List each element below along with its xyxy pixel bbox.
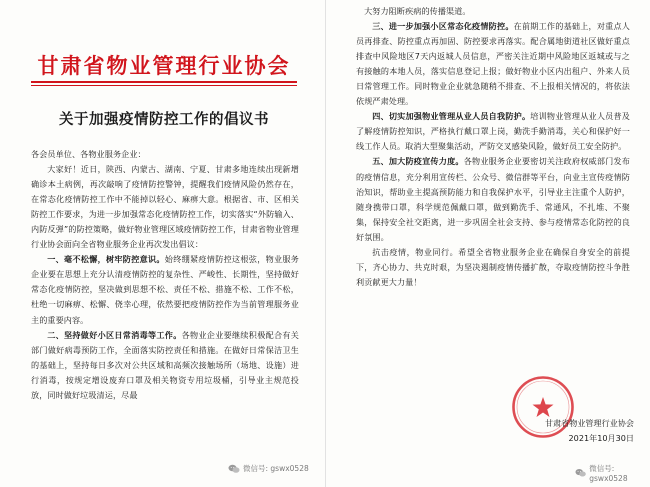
item-5-body: 各物业服务企业要密切关注政府权威部门发布的疫情信息，充分利用宣传栏、公众号、微信群等平台，向业主宣传疫情防治知识，帮助业主提高预防能力和自我保护水平，引导业主注重个人防护，随身携带口罩，科学规范佩戴口罩，做到勤洗手、常通风，不扎堆、不聚集，保持安全社交距离，进一步巩固全社会支持、参与疫情常态化防控的良好氛围。 <box>356 156 630 242</box>
signature-organization: 甘肃省物业管理行业协会 <box>544 418 634 428</box>
wechat-id-right: 微信号: gswx0528 <box>589 464 628 483</box>
item-1 <box>31 252 299 327</box>
right-body <box>356 4 630 290</box>
item-5-heading: 五、加大防疫宣传力度。 <box>372 156 464 167</box>
document-title: 关于加强疫情防控工作的倡议书 <box>59 112 269 128</box>
item-4 <box>356 109 630 154</box>
item-1-heading: 一、毫不松懈，树牢防控意识。 <box>47 254 165 265</box>
wechat-watermark-right <box>575 463 650 483</box>
wechat-icon <box>575 468 586 478</box>
right-page <box>325 0 650 487</box>
item-2-heading: 二、坚持做好小区日常消毒等工作。 <box>47 329 182 340</box>
item-2 <box>31 328 299 403</box>
left-body <box>31 147 299 403</box>
signature-date: 2021年10月30日 <box>568 433 634 444</box>
signature-block <box>504 416 634 446</box>
item-3 <box>356 19 630 109</box>
item-5 <box>356 154 630 244</box>
item-2-body: 各物业企业要继续积极配合有关部门做好病毒预防工作，全面落实防控责任和措施。在做好日常保洁卫生的基础上，坚持每日多次对公共区域和高频次接触场所（场地、设施）进行消毒，按规定增设废弃口罩及相关物资专用垃圾桶，引导业主规范投放，同时做好垃圾清运，尽最 <box>31 329 299 400</box>
header-rule <box>31 81 297 83</box>
item-3-heading: 三、进一步加强小区常态化疫情防控。 <box>372 21 514 32</box>
wechat-id-left: 微信号: gswx0528 <box>243 464 309 473</box>
intro-paragraph: 大家好！近日，陕西、内蒙古、湖南、宁夏、甘肃多地连续出现新增确诊本土病例，再次敲响了疫情防控警钟，提醒我们疫情风险仍然存在，在常态化疫情防控工作中不能掉以轻心、麻痹大意。根据省、市、区相关防控工作要求，为进一步加强常态化疫情防控工作，切实落实“外防输入、内防反弹”的防控策略，做好物业管理区域疫情防控工作，甘肃省物业管理行业协会面向全省物业服务企业再次发出倡议： <box>31 164 299 250</box>
wechat-icon <box>228 464 240 474</box>
closing-paragraph: 抗击疫情，物业同行。希望全省物业服务企业在确保自身安全的前提下，齐心协力、共克时艰，为坚决遏制疫情传播扩散，夺取疫情防控斗争胜利贡献更大力量！ <box>356 246 630 287</box>
item-4-heading: 四、切实加强物业管理从业人员自我防护。 <box>372 111 531 122</box>
item-4-body: 培训物业管理从业人员普及了解疫情防控知识，严格执行戴口罩上岗，勤洗手勤消毒，关心和保护好一线工作人员。取消大型聚集活动，严防交叉感染风险，做好员工安全防护。 <box>356 111 630 152</box>
header-rule-thin <box>31 85 297 86</box>
item-3-body: 在前期工作的基础上，对重点人员再排查、防控重点再加固、防控要求再落实。配合属地街道社区做好重点排查中风险地区7天内返城人员信息，严密关注近期中风险地区返城或与之有接触的本地人员，落实信息登记上报；做好物业小区内出租户、外来人员日常管理工作。同时物业企业就急随稍不排查、不上报相关情况的，将依法依规严肃处理。 <box>356 21 630 107</box>
association-header: 甘肃省物业管理行业协会 <box>37 53 291 78</box>
continuation-line: 大努力阻断疾病的传播渠道。 <box>364 6 471 16</box>
item-1-body: 始终绷紧疫情防控这根弦，物业服务企业要在思想上充分认清疫情防控的复杂性、严峻性、长期性，坚持做好常态化疫情防控，坚决做到思想不松、责任不松、措施不松、工作不松，杜绝一切麻痹、松懈、侥幸心理，依然要把疫情防控作为当前管理服务业主的重要内容。 <box>31 254 299 325</box>
wechat-watermark-left <box>228 463 309 474</box>
salutation: 各会员单位、各物业服务企业： <box>31 149 146 159</box>
